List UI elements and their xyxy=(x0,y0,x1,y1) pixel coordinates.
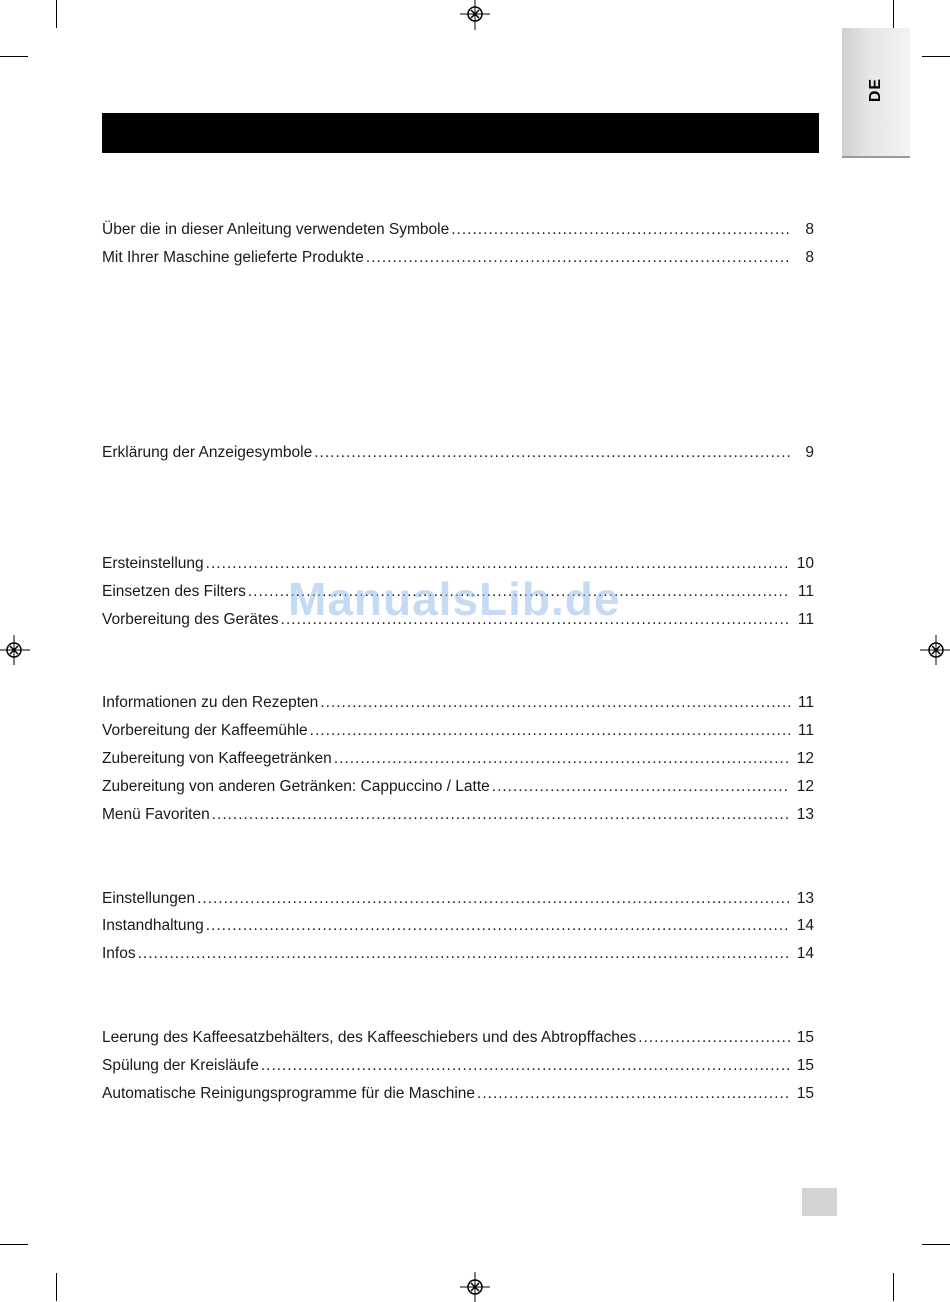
toc-entry-page: 12 xyxy=(796,778,814,795)
page-number-box xyxy=(802,1188,837,1216)
toc-leader-dots xyxy=(261,1056,790,1076)
toc-leader-dots xyxy=(477,1084,790,1104)
toc-entry-text: Erklärung der Anzeigesymbole xyxy=(102,444,313,461)
toc-leader-dots xyxy=(138,944,790,964)
toc-entry xyxy=(102,749,814,769)
crop-mark-bottom-right-v xyxy=(893,1273,894,1301)
toc-entry-text: Menü Favoriten xyxy=(102,806,210,823)
toc-leader-dots xyxy=(366,248,790,268)
registration-mark-right xyxy=(920,635,950,665)
toc-entry-text: Vorbereitung des Gerätes xyxy=(102,611,279,628)
toc-entry-page: 13 xyxy=(796,890,814,907)
toc-entry xyxy=(102,916,814,936)
toc-entry xyxy=(102,777,814,797)
toc-leader-dots xyxy=(638,1028,790,1048)
toc-entry-page: 12 xyxy=(796,750,814,767)
toc-entry-page: 11 xyxy=(797,611,814,628)
crop-mark-bottom-left-h xyxy=(0,1244,28,1245)
toc-leader-dots xyxy=(206,916,790,936)
toc-entry xyxy=(102,248,814,268)
registration-mark-bottom xyxy=(460,1272,490,1302)
toc-entry xyxy=(102,554,814,574)
toc-entry xyxy=(102,944,814,964)
toc-entry-text: Zubereitung von Kaffeegetränken xyxy=(102,750,332,767)
registration-mark-top xyxy=(460,0,490,30)
toc-entry-text: Einstellungen xyxy=(102,890,196,907)
toc-leader-dots xyxy=(212,805,790,825)
toc-entry xyxy=(102,805,814,825)
toc-entry-text: Infos xyxy=(102,945,136,962)
toc-entry-page: 13 xyxy=(796,806,814,823)
toc-entry xyxy=(102,693,814,713)
toc-leader-dots xyxy=(248,582,790,602)
toc-entry-text: Einsetzen des Filters xyxy=(102,583,246,600)
toc-entry-page: 14 xyxy=(796,917,814,934)
toc-entry-text: Ersteinstellung xyxy=(102,555,204,572)
toc-entry-text: Leerung des Kaffeesatzbehälters, des Kaffeeschiebers und des Abtropffaches xyxy=(102,1029,637,1046)
crop-mark-top-left-v xyxy=(56,0,57,28)
title-bar xyxy=(102,113,819,153)
toc-entry xyxy=(102,582,814,602)
toc-entry-page: 11 xyxy=(797,722,814,739)
toc-leader-dots xyxy=(281,610,790,630)
crop-mark-bottom-left-v xyxy=(56,1273,57,1301)
toc-entry-page: 15 xyxy=(796,1029,814,1046)
toc-entry-page: 14 xyxy=(796,945,814,962)
toc-entry xyxy=(102,610,814,630)
toc-entry-page: 15 xyxy=(796,1085,814,1102)
crop-mark-bottom-right-h xyxy=(922,1244,950,1245)
toc-leader-dots xyxy=(206,554,790,574)
toc-entry-text: Vorbereitung der Kaffeemühle xyxy=(102,722,308,739)
toc-entry xyxy=(102,889,814,909)
language-tab-label: DE xyxy=(867,77,884,103)
toc-entry-text: Informationen zu den Rezepten xyxy=(102,694,319,711)
language-tab xyxy=(842,28,910,158)
toc-entry-page: 8 xyxy=(805,249,814,266)
toc-entry-text: Über die in dieser Anleitung verwendeten Symbole xyxy=(102,221,450,238)
toc-leader-dots xyxy=(492,777,790,797)
crop-mark-top-right-v xyxy=(893,0,894,28)
registration-mark-left xyxy=(0,635,30,665)
toc-entry xyxy=(102,721,814,741)
toc-entry xyxy=(102,1028,814,1048)
toc-leader-dots xyxy=(320,693,790,713)
toc-entry-page: 15 xyxy=(796,1057,814,1074)
toc-entry-text: Instandhaltung xyxy=(102,917,204,934)
toc-entry-page: 11 xyxy=(797,694,814,711)
crop-mark-top-right-h xyxy=(922,56,950,57)
toc-entry xyxy=(102,1056,814,1076)
toc-leader-dots xyxy=(310,721,790,741)
toc-entry xyxy=(102,1084,814,1104)
toc-entry xyxy=(102,220,814,240)
toc-entry-text: Spülung der Kreisläufe xyxy=(102,1057,259,1074)
toc-entry-text: Mit Ihrer Maschine gelieferte Produkte xyxy=(102,249,364,266)
toc-leader-dots xyxy=(451,220,790,240)
crop-mark-top-left-h xyxy=(0,56,28,57)
toc-entry-text: Automatische Reinigungsprogramme für die Maschine xyxy=(102,1085,476,1102)
watermark: ManualsLib.de xyxy=(288,573,621,625)
toc-leader-dots xyxy=(197,889,790,909)
toc-leader-dots xyxy=(314,443,790,463)
toc-entry-text: Zubereitung von anderen Getränken: Cappuccino / Latte xyxy=(102,778,490,795)
toc-entry-page: 11 xyxy=(797,583,814,600)
toc-entry-page: 8 xyxy=(805,221,814,238)
toc-entry xyxy=(102,443,814,463)
toc-entry-page: 10 xyxy=(796,555,814,572)
toc-entry-page: 9 xyxy=(805,444,814,461)
toc-leader-dots xyxy=(334,749,790,769)
